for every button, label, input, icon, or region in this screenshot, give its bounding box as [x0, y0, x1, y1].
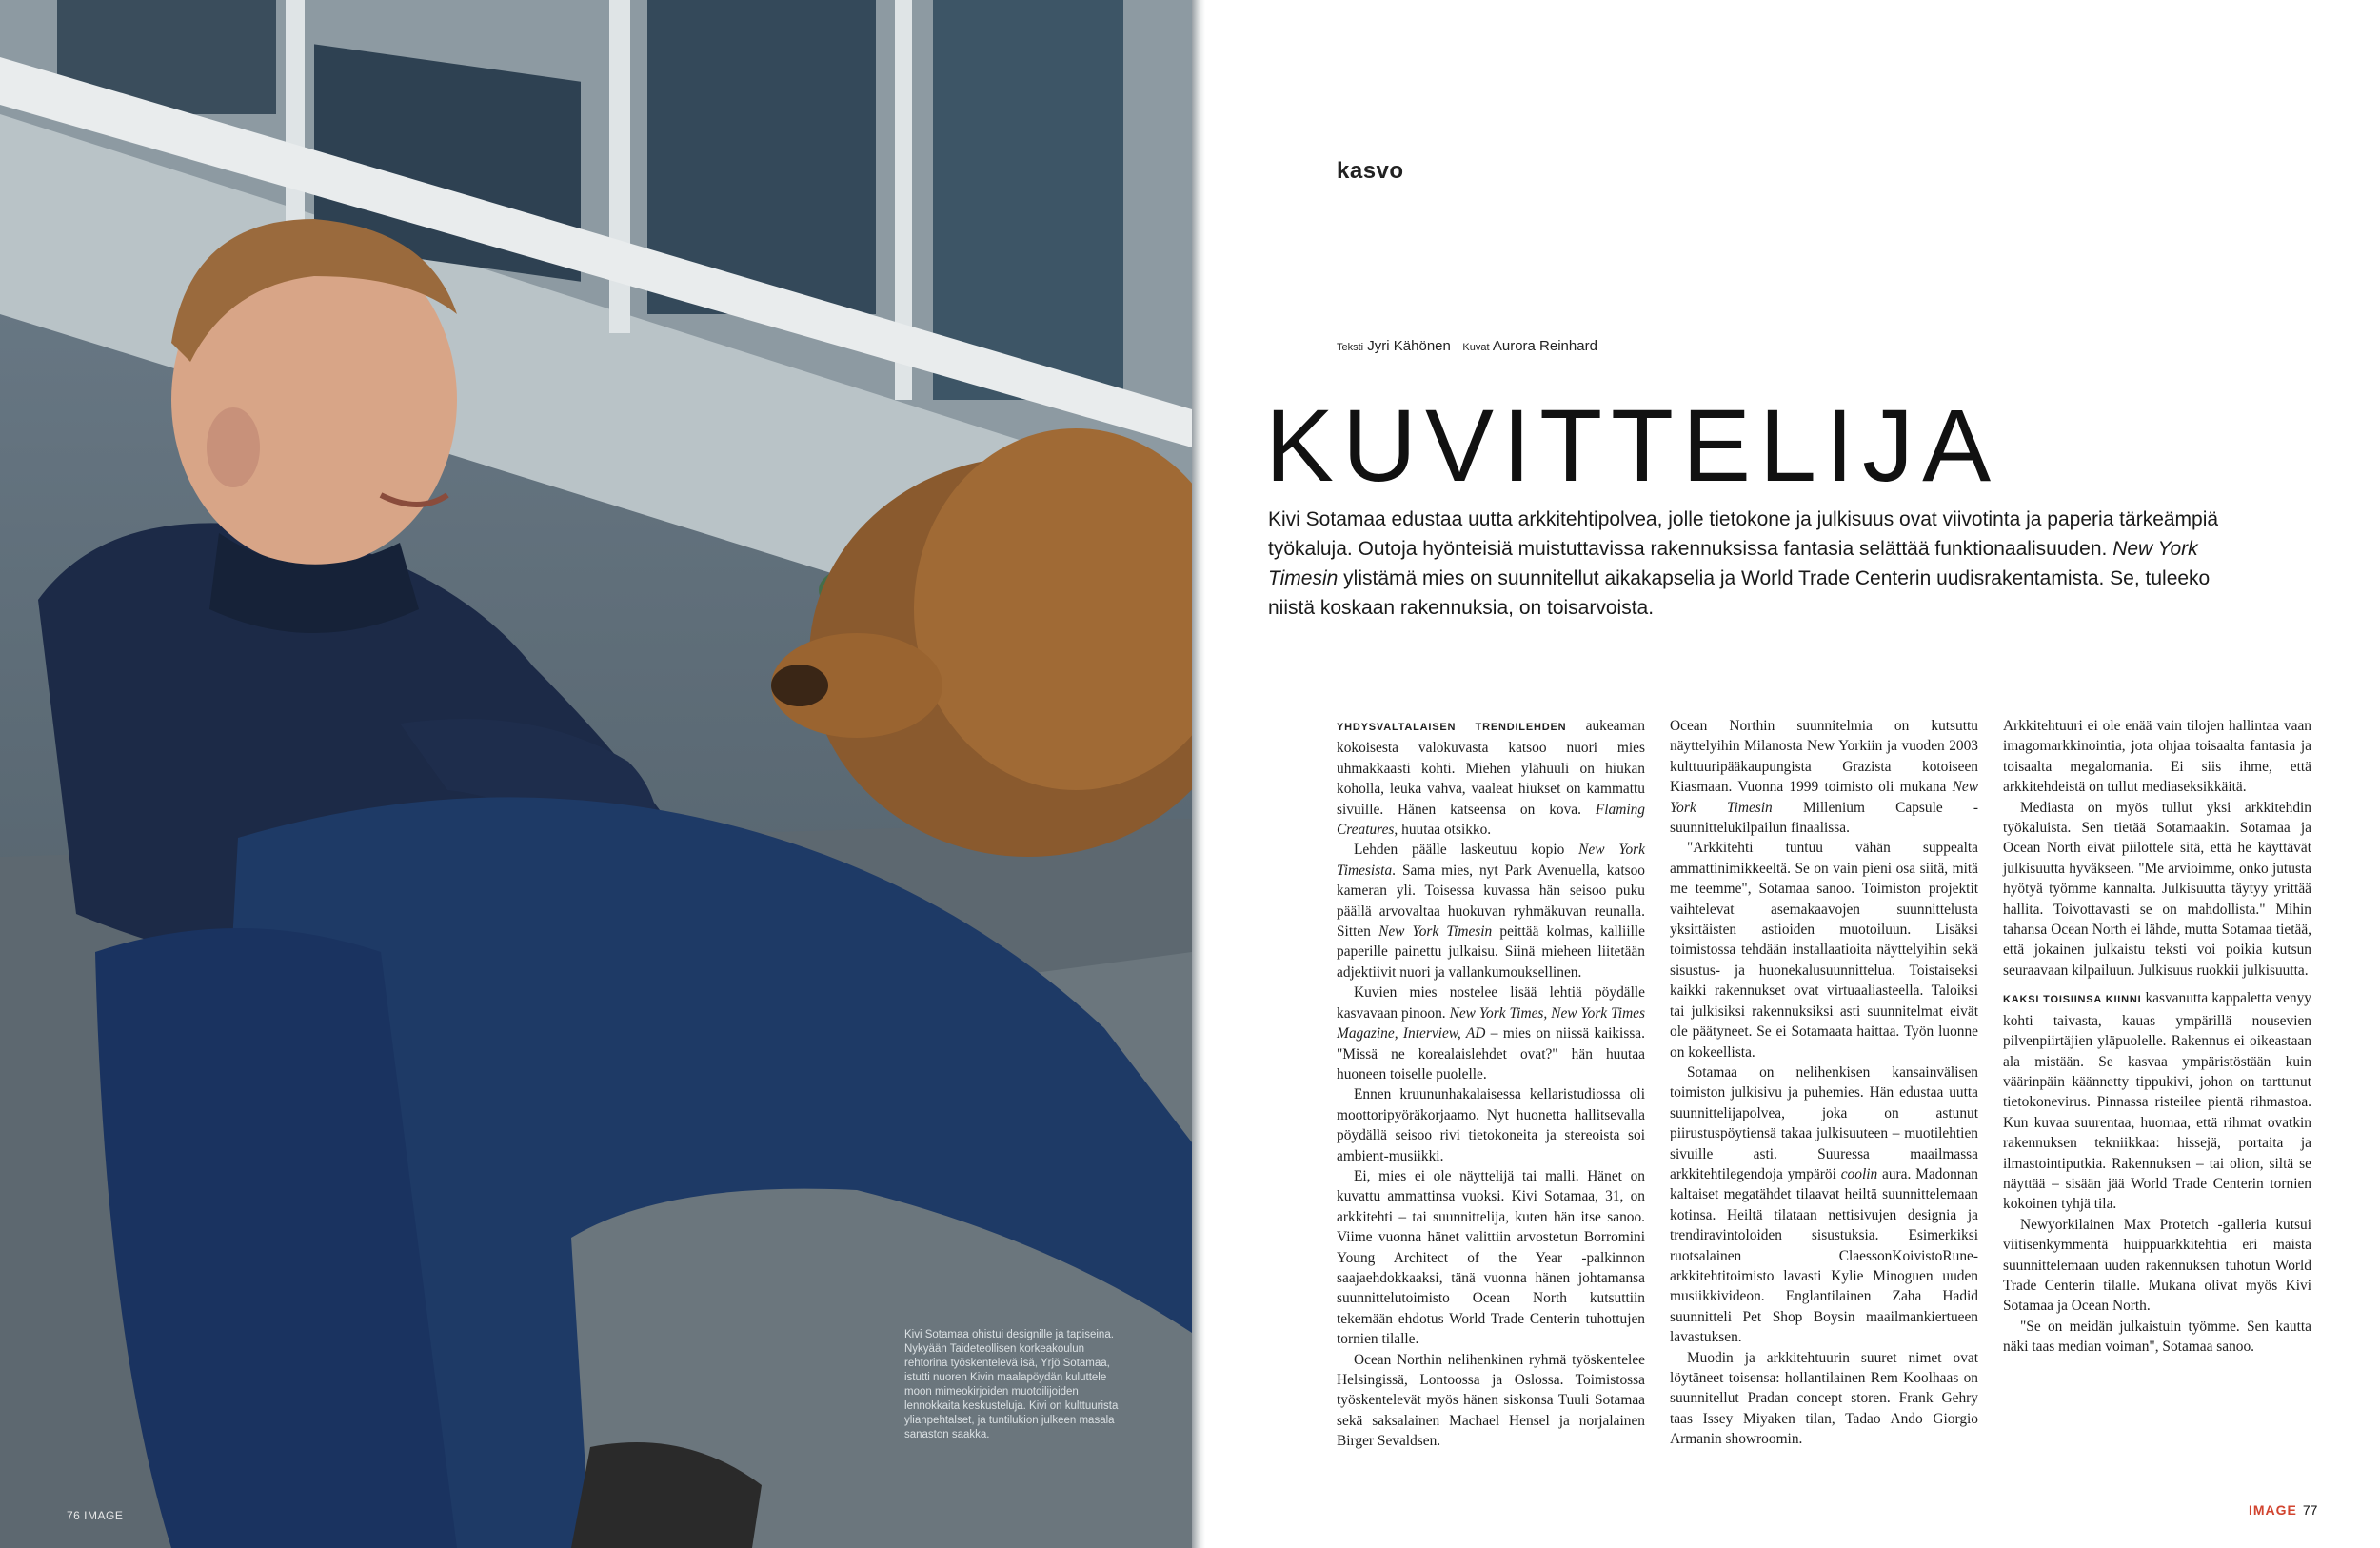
section-label: kasvo	[1337, 158, 1404, 184]
italic-run: New York Times, New York Times Magazine, Interview, AD	[1337, 1004, 1645, 1042]
photo-caption: Kivi Sotamaa ohistui designille ja tapiseina. Nykyään Taideteollisen korkeakoulun rehtorina työskentelevä isä, Yrjö Sotamaa, istutti nuoren Kivin maalapöydän kuluttele moon mimeokirjoiden muotoilijoiden lennokkaita keskusteluja. Kivi on kulttuurista ylianpehtalset, ja tuntilukion julkeen masala sanaston saakka.	[904, 1329, 1119, 1440]
text-run: kasvanutta kappaletta venyy kohti taivasta, kauas ympärillä nousevien pilvenpiirtäjien yläpuolelle. Rakennus ei oikeastaan ala mistään. Se kasvaa ympäristöstään kuin väärinpäin käännetty tippukivi, johon on tarttunut tietokonevirus. Pinnassa risteilee pientä rihmastoa. Kun kuvaa suurentaa, huomaa, että rihmat ovatkin rakennuksen tekniikkaa: hissejä, portaita ja ilmastointiputkia. Rakennuksen – tai olion, siltä se näyttää – sisään jää World Trade Centerin tornien kokoinen tyhjä tila.	[2003, 990, 2311, 1213]
italic-run: Flaming Creatures	[1337, 801, 1645, 839]
text-run: Ocean Northin suunnitelmia on kutsuttu näyttelyihin Milanosta New Yorkiin ja vuoden 2003 kulttuuripääkaupungista Grazista kotoiseen Kiasmaan. Vuonna 1999 toimisto oli mukana	[1670, 718, 1978, 796]
magazine-brand: IMAGE	[2249, 1502, 2297, 1518]
paragraph	[1337, 840, 1645, 982]
headline: KUVITTELIJA	[1265, 387, 2000, 503]
italic-run: coolin	[1840, 1165, 1878, 1182]
photo-author: Aurora Reinhard	[1492, 338, 1597, 354]
page-number-left: 76 IMAGE	[67, 1509, 124, 1522]
paragraph: Mediasta on myös tullut yksi arkkitehdin työkaluista. Sen tietää Sotamaakin. Sotamaa ja Ocean North eivät piilottele sitä, että he käyttävät julkisuutta hyväkseen. "Me arvioimme, onko jutusta hyötyä työmme kannalta. Julkisuutta täytyy yrittää hallita. Toivottavasti se on mahdollista." Mihin tahansa Ocean North ei lähde, mutta Sotamaa tietää, että jokainen julkaistu teksti voi poikia kutsun seuraavaan kilpailuun. Julkisuus ruokkii julkisuutta.	[2003, 799, 2311, 979]
lead-in-caps: YHDYSVALTALAISEN TRENDILEHDEN	[1337, 722, 1567, 733]
text-author: Jyri Kähönen	[1367, 338, 1451, 354]
italic-run: New York Timesista	[1337, 842, 1646, 879]
lead-in-caps: KAKSI TOISIINSA KIINNI	[2003, 994, 2142, 1006]
text-run: Sotamaa on nelihenkisen kansainvälisen toimiston julkisivu ja puhemies. Hän edustaa uutta suunnittelijapolvea, joka on astunut piirustuspöytiensä takaa julkisuuteen – muotilehtien sivuille asti. Suuressa maailmassa arkkitehtilegendoja ympäröi	[1670, 1063, 1978, 1182]
article-body	[1337, 716, 2317, 1506]
paragraph	[1337, 982, 1645, 1084]
text-credit-label: Teksti	[1337, 342, 1364, 353]
body-column-1	[1337, 716, 1645, 1452]
page-number: 77	[2302, 1502, 2318, 1518]
paragraph: Arkkitehtuuri ei ole enää vain tilojen hallintaa vaan imagomarkkinointia, jota ohjaa toisaalta fantasia ja toisaalta megalomania. Ei siis ihme, että arkkitehdeistä on tullut mediaseksikkäitä.	[2003, 718, 2311, 796]
paragraph: Ei, mies ei ole näyttelijä tai malli. Hänet on kuvattu ammattinsa vuoksi. Kivi Sotamaa, 31, on arkkitehti – tai suunnittelija, kuten hän itse sanoo. Viime vuonna hänet valittiin arvostetun Borromini Young Architect of the Year -palkinnon saajaehdokkaaksi, tänä vuonna hänen johtamansa suunnittelutoimisto Ocean North kutsuttiin tekemään ehdotus World Trade Centerin tuhottujen tornien tilalle.	[1337, 1167, 1645, 1348]
paragraph	[2003, 988, 2311, 1214]
body-column-2	[1670, 716, 1978, 1450]
photo-credit-label: Kuvat	[1462, 342, 1490, 353]
lede-paragraph	[1268, 505, 2220, 623]
lede-italic: New York Timesin	[1268, 538, 2198, 589]
text-run: peittää kolmas, kalliille paperille painettu julkaisu. Siinä mieheen liitetään adjektiivit nuori ja vallankumouksellinen.	[1337, 923, 1645, 981]
lede-text-1: Kivi Sotamaa edustaa uutta arkkitehtipolvea, jolle tietokone ja julkisuus ovat viivotinta ja paperia tärkeämpiä työkaluja. Outoja hyönteisiä muistuttavissa rakennuksissa fantasia selättää funktionaalisuuden.	[1268, 508, 2219, 560]
text-run: – mies on niissä kaikissa. "Missä ne korealaislehdet ovat?" hän huutaa huoneen toiselle puolelle.	[1337, 1025, 1645, 1082]
text-run: , huutaa otsikko.	[1394, 822, 1492, 839]
text-run: Kuvien mies nostelee lisää lehtiä pöydälle kasvavaan pinoon.	[1337, 984, 1645, 1022]
text-run: Millenium Capsule -suunnittelukilpailun finaalissa.	[1670, 799, 1979, 837]
paragraph: Ennen kruununhakalaisessa kellaristudiossa oli moottoripyöräkorjaamo. Nyt huonetta hallitsevalla pöydällä seisoo rivi tietokoneita ja stereoista soi ambient-musiikki.	[1337, 1086, 1645, 1164]
paragraph: "Se on meidän julkaistuin työmme. Sen kautta näki taas median voiman", Sotamaa sanoo.	[2003, 1318, 2311, 1356]
italic-run: New York Timesin	[1670, 779, 1978, 816]
page-gutter	[1192, 0, 1205, 1548]
paragraph: "Arkkitehti tuntuu vähän suppealta ammattinimikkeeltä. Se on vain pieni osa siitä, mitä me teemme", Sotamaa sanoo. Toimiston projektit vaihtelevat asemakaavojen suunnittelusta yksittäisten astioiden muotoiluun. Lisäksi toimistossa tehdään installaatioita näyttelyihin sekä sisustus- ja huonekalusuunnittelua. Toistaiseksi kaikki rakennukset ovat virtuaaliasteella. Taloiksi tai julkisiksi rakennuksiksi asti suunnitelmat eivät ole päätyneet. Se ei Sotamaata haittaa. Työn luonne on kokeellista.	[1670, 840, 1978, 1061]
article-page	[1205, 0, 2380, 1548]
paragraph	[1337, 716, 1645, 840]
text-run: Lehden päälle laskeutuu kopio	[1354, 842, 1579, 859]
paragraph	[1670, 1062, 1978, 1348]
paragraph: Ocean Northin nelihenkinen ryhmä työskentelee Helsingissä, Lontoossa ja Oslossa. Toimistossa työskentelevät myös hänen siskonsa Tuuli Sotamaa sekä saksalainen Machael Hensel ja norjalainen Birger Sevaldsen.	[1337, 1351, 1645, 1450]
paragraph: Muodin ja arkkitehtuurin suuret nimet ovat löytäneet toisensa: hollantilainen Rem Koolhaas on suunnitellut Pradan concept storen. Frank Gehry taas Issey Miyaken tilan, Tadao Ando Giorgio Armanin showroomin.	[1670, 1349, 1978, 1448]
text-run: . Sama mies, nyt Park Avenuella, katsoo kameran yli. Toisessa kuvassa hän seisoo puku päällä arvovaltaa huokuvan ryhmäkuvan reunalla. Sitten	[1337, 862, 1645, 941]
paragraph: Newyorkilainen Max Protetch -galleria kutsui viitisenkymmentä huippuarkkitehtia eri maista suunnittelemaan uuden rakennuksen tuhotun World Trade Centerin tilalle. Mukana olivat myös Kivi Sotamaa ja Ocean North.	[2003, 1216, 2311, 1315]
body-column-3	[2003, 716, 2311, 1358]
paragraph	[1670, 716, 1978, 838]
italic-run: New York Timesin	[1378, 923, 1493, 941]
lede-text-2: ylistämä mies on suunnitellut aikakapselia ja World Trade Centerin uudisrakentamista. Se, tuleeko niistä koskaan rakennuksia, on toisarvoista.	[1268, 567, 2211, 619]
text-run: aura. Madonnan kaltaiset megatähdet tilaavat heiltä suunnittelemaan kotinsa. Heiltä tilataan nettisivujen designia ja trendiravintoloiden sisustuksia. Esimerkiksi ruotsalainen ClaessonKoivistoRune-arkkitehtitoimisto lavasti Kylie Minoguen uuden musiikkivideon. Englantilainen Zaha Hadid suunnitteli Pet Shop Boysin maailmankiertueen lavastuksen.	[1670, 1165, 1978, 1346]
text-run: aukeaman kokoisesta valokuvasta katsoo nuori mies uhmakkaasti kohti. Miehen ylähuuli on hiukan koholla, leuka vahva, vaaleat hiukset on kammattu sivuille. Hänen katseensa on kova.	[1337, 718, 1646, 818]
byline	[1337, 338, 1597, 354]
page-number-right	[2249, 1502, 2317, 1518]
